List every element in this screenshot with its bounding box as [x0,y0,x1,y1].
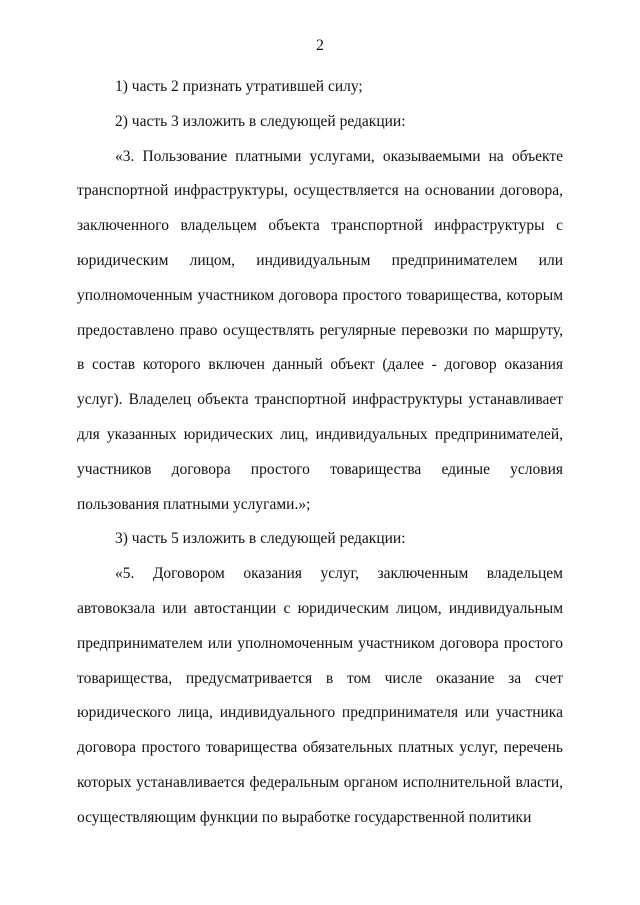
paragraph-item-2: 2) часть 3 изложить в следующей редакции: [115,112,406,130]
paragraph-item-3: 3) часть 5 изложить в следующей редакции: [115,530,406,548]
paragraph-part-5: «5. Договором оказания услуг, заключенным владельцем автовокзала или автостанции с юридическим лицом, индивидуальным предпринимателем или уполномоченным участником договора простого товарищества, предусматривается в том числе оказание за счет юридического лица, индивидуального предпринимателя или участника договора простого товарищества обязательных платных услуг, перечень которых устанавливается федеральным органом исполнительной власти, осуществляющим функции по выработке государственной политики [77,565,563,826]
page-number: 2 [316,37,324,54]
document-body [77,70,563,836]
paragraph-item-1: 1) часть 2 признать утратившей силу; [115,78,363,95]
paragraph-part-3: «3. Пользование платными услугами, оказываемыми на объекте транспортной инфраструктуры, осуществляется на основании договора, заключенного владельцем объекта транспортной инфраструктуры с юридическим лицом, индивидуальным предпринимателем или уполномоченным участником договора простого товарищества, которым предоставлено право осуществлять регулярные перевозки по маршруту, в состав которого включен данный объект (далее - договор оказания услуг). Владелец объекта транспортной инфраструктуры устанавливает для указанных юридических лиц, индивидуальных предпринимателей, участников договора простого товарищества единые условия пользования платными услугами.»; [77,147,563,513]
